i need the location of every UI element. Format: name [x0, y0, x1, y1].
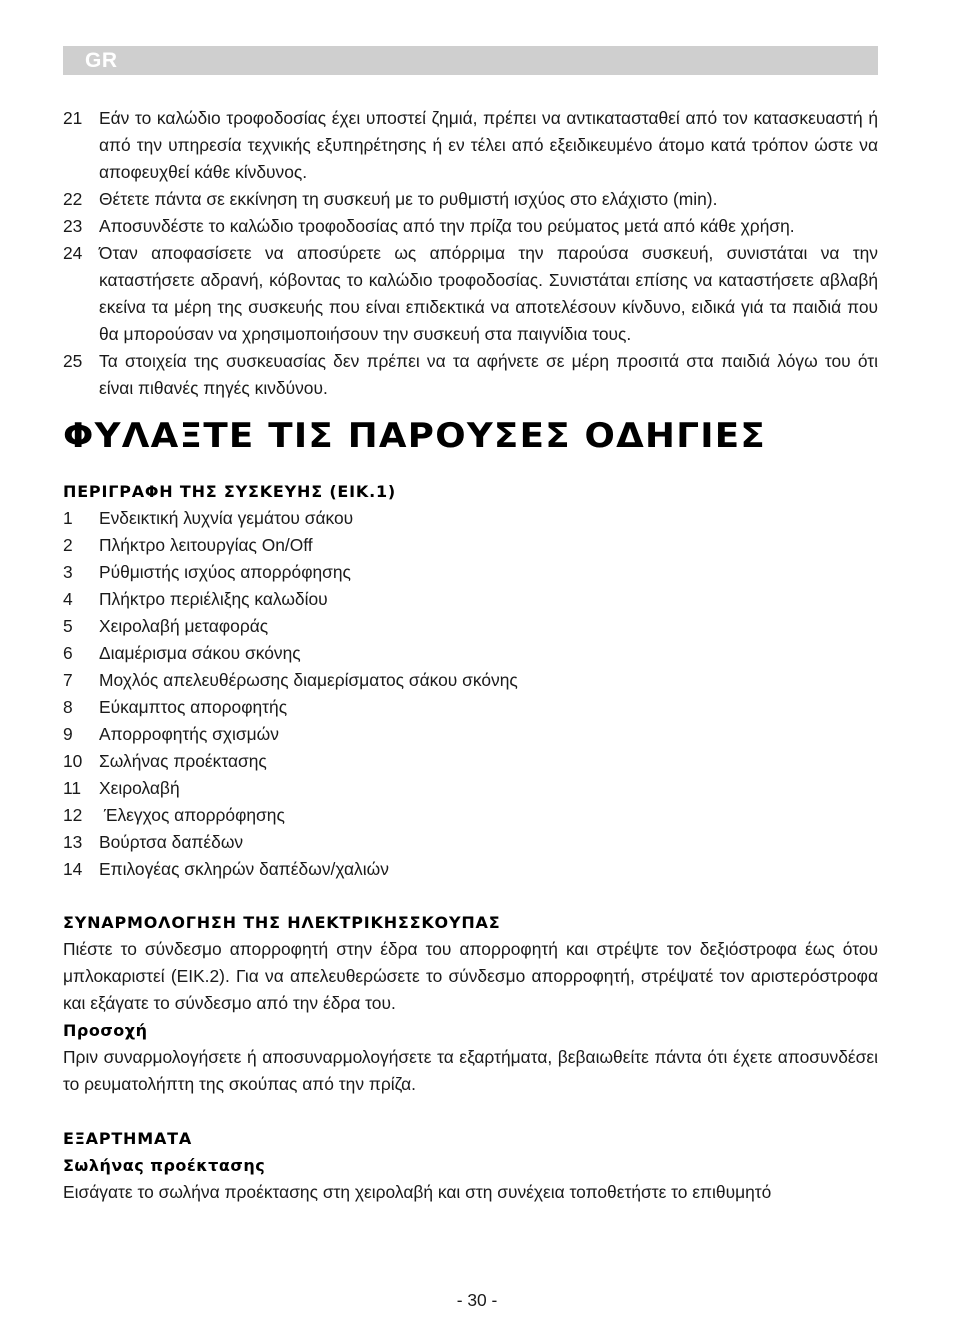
main-title: ΦΥΛΑΞΤΕ ΤΙΣ ΠΑΡΟΥΣΕΣ ΟΔΗΓΙΕΣ — [63, 416, 767, 456]
item-text: Ενδεικτική λυχνία γεμάτου σάκου — [99, 508, 354, 528]
item-text: Χειρολαβή μεταφοράς — [99, 616, 269, 636]
list-item — [63, 775, 878, 802]
item-number: 23 — [63, 216, 83, 236]
item-number: 13 — [63, 832, 83, 852]
assembly-heading: ΣΥΝΑΡΜΟΛΟΓΗΣΗ ΤΗΣ ΗΛΕΚΤΡΙΚΗΣΣΚΟΥΠΑΣ — [63, 913, 501, 932]
item-text: Μοχλός απελευθέρωσης διαμερίσματος σάκου σκόνης — [99, 670, 518, 690]
item-number: 9 — [63, 724, 73, 744]
item-number: 22 — [63, 189, 83, 209]
item-number: 2 — [63, 535, 73, 555]
item-text: Διαμέρισμα σάκου σκόνης — [99, 643, 301, 663]
safety-item-21 — [63, 105, 878, 186]
item-text: Απορροφητής σχισμών — [99, 724, 279, 744]
list-item — [63, 721, 878, 748]
item-text: Πλήκτρο λειτουργίας On/Off — [99, 535, 313, 555]
item-number: 5 — [63, 616, 73, 636]
list-item — [63, 613, 878, 640]
item-text: Επιλογέας σκληρών δαπέδων/χαλιών — [99, 859, 389, 879]
parts-list — [63, 505, 878, 883]
accessories-heading: ΕΞΑΡΤΗΜΑΤΑ — [63, 1129, 193, 1148]
language-header-bar — [63, 46, 878, 75]
item-text: Εάν το καλώδιο τροφοδοσίας έχει υποστεί ζημιά, πρέπει να αντικατασταθεί από τον κατασκευαστή ή από την υπηρεσία τεχνικής εξυπηρέτησης ή εν τέλει από εξειδικευμένο άτομο κατά τρόπον ώστε να αποφευχθεί κάθε κίνδυνος. — [99, 108, 878, 182]
item-text: Σωλήνας προέκτασης — [99, 751, 267, 771]
caution-text: Πριν συναρμολογήσετε ή αποσυναρμολογήσετε τα εξαρτήματα, βεβαιωθείτε πάντα ότι έχετε αποσυνδέσει το ρευματολήπτη της σκούπας από την πρίζα. — [63, 1047, 878, 1094]
list-item — [63, 856, 878, 883]
item-number: 12 — [63, 805, 83, 825]
item-number: 6 — [63, 643, 73, 663]
list-item — [63, 559, 878, 586]
item-number: 7 — [63, 670, 73, 690]
list-item — [63, 532, 878, 559]
item-text: Εύκαμπτος αποροφητής — [99, 697, 288, 717]
list-item — [63, 802, 878, 829]
page-content — [63, 105, 878, 1206]
description-heading: ΠΕΡΙΓΡΑΦΗ ΤΗΣ ΣΥΣΚΕΥΗΣ (ΕΙΚ.1) — [63, 482, 397, 501]
item-text: Βούρτσα δαπέδων — [99, 832, 244, 852]
list-item — [63, 586, 878, 613]
item-text: Τα στοιχεία της συσκευασίας δεν πρέπει να τα αφήνετε σε μέρη προσιτά στα παιδιά λόγω του ότι είναι πιθανές πηγές κινδύνου. — [99, 351, 878, 398]
item-number: 14 — [63, 859, 83, 879]
item-number: 24 — [63, 243, 83, 263]
item-number: 1 — [63, 508, 73, 528]
safety-item-24 — [63, 240, 878, 348]
list-item — [63, 667, 878, 694]
item-number: 21 — [63, 108, 83, 128]
list-item — [63, 748, 878, 775]
item-text: Πλήκτρο περιέλιξης καλωδίου — [99, 589, 328, 609]
extension-tube-text: Εισάγατε το σωλήνα προέκτασης στη χειρολαβή και στη συνέχεια τοποθετήστε το επιθυμητό — [63, 1182, 772, 1202]
language-code: GR — [85, 49, 118, 72]
list-item — [63, 829, 878, 856]
item-text: Ρύθμιστής ισχύος απορρόφησης — [99, 562, 351, 582]
item-number: 25 — [63, 351, 83, 371]
page-number: - 30 - — [456, 1290, 498, 1310]
safety-item-25 — [63, 348, 878, 402]
item-number: 10 — [63, 751, 83, 771]
safety-item-22 — [63, 186, 878, 213]
extension-tube-subheading: Σωλήνας προέκτασης — [63, 1156, 266, 1175]
item-text: Αποσυνδέστε το καλώδιο τροφοδοσίας από την πρίζα του ρεύματος μετά από κάθε χρήση. — [99, 216, 795, 236]
item-text: Χειρολαβή — [99, 778, 180, 798]
item-number: 4 — [63, 589, 73, 609]
caution-label: Προσοχή — [63, 1021, 148, 1040]
item-text: Όταν αποφασίσετε να αποσύρετε ως απόρριμα την παρούσα συσκευή, συνιστάται να την καταστήσετε αδρανή, κόβοντας το καλώδιο τροφοδοσίας. Συνιστάται επίσης να καταστήσετε αβλαβή εκείνα τα μέρη της συσκευής που είναι επιδεκτικά να αποτελέσουν κίνδυνο, ειδικά γιά τα παιδιά που θα μπορούσαν να χρησιμοποιήσουν την συσκευή στα παιγνίδια τους. — [99, 243, 878, 344]
assembly-paragraph: Πιέστε το σύνδεσμο απορροφητή στην έδρα του απορροφητή και στρέψτε τον δεξιόστροφα έως ότου μπλοκαριστεί (ΕΙΚ.2). Για να απελευθερώσετε το σύνδεσμο απορροφητή, στρέψατέ τον αριστερόστροφα και εξάγατε το σύνδεσμο από την έδρα του. — [63, 939, 878, 1013]
item-number: 11 — [63, 778, 82, 798]
item-text: Θέτετε πάντα σε εκκίνηση τη συσκευή με το ρυθμιστή ισχύος στο ελάχιστο (min). — [99, 189, 718, 209]
list-item — [63, 640, 878, 667]
item-number: 8 — [63, 697, 73, 717]
item-number: 3 — [63, 562, 73, 582]
list-item — [63, 505, 878, 532]
list-item — [63, 694, 878, 721]
item-text: Έλεγχος απορρόφησης — [99, 805, 285, 825]
safety-item-23 — [63, 213, 878, 240]
